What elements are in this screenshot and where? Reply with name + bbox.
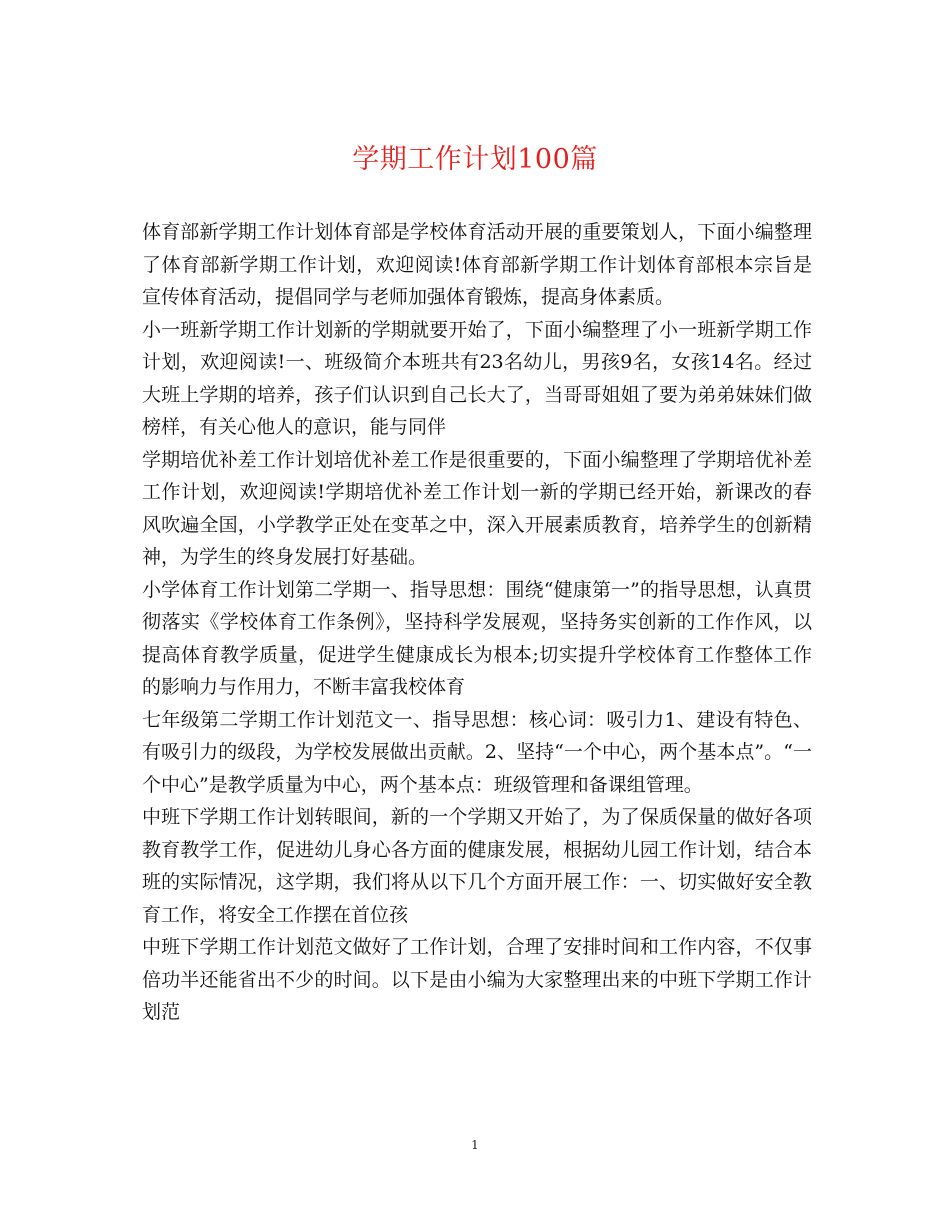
page-number: 1: [471, 1138, 479, 1152]
paragraph-4: 小学体育工作计划第二学期一、指导思想：围绕“健康第一”的指导思想，认真贯彻落实《学校体育工作条例》，坚持科学发展观，坚持务实创新的工作作风，以提高体育教学质量，促进学生健康成长为根本;切实提升学校体育工作整体工作的影响力与作用力，不断丰富我校体育: [142, 578, 812, 698]
paragraph-3: 学期培优补差工作计划培优补差工作是很重要的，下面小编整理了学期培优补差工作计划，欢迎阅读!学期培优补差工作计划一新的学期已经开始，新课改的春风吹遍全国，小学教学正处在变革之中，深入开展素质教育，培养学生的创新精神，为学生的终身发展打好基础。: [142, 448, 812, 568]
document-body: [142, 216, 812, 1029]
paragraph-6: 中班下学期工作计划转眼间，新的一个学期又开始了，为了保质保量的做好各项教育教学工作，促进幼儿身心各方面的健康发展，根据幼儿园工作计划，结合本班的实际情况，这学期，我们将从以下几个方面开展工作：一、切实做好安全教育工作，将安全工作摆在首位孩: [142, 806, 812, 926]
paragraph-5: 七年级第二学期工作计划范文一、指导思想：核心词：吸引力1、建设有特色、有吸引力的级段，为学校发展做出贡献。2、坚持“一个中心，两个基本点”。“一个中心”是教学质量为中心，两个基本点：班级管理和备课组管理。: [142, 708, 812, 796]
paragraph-7: 中班下学期工作计划范文做好了工作计划，合理了安排时间和工作内容，不仅事倍功半还能省出不少的时间。以下是由小编为大家整理出来的中班下学期工作计划范: [142, 936, 812, 1023]
document-title: 学期工作计划100篇: [352, 144, 598, 175]
paragraph-1: 体育部新学期工作计划体育部是学校体育活动开展的重要策划人，下面小编整理了体育部新学期工作计划，欢迎阅读!体育部新学期工作计划体育部根本宗旨是宣传体育活动，提倡同学与老师加强体育锻炼，提高身体素质。: [142, 221, 812, 308]
paragraph-2: 小一班新学期工作计划新的学期就要开始了，下面小编整理了小一班新学期工作计划，欢迎阅读!一、班级简介本班共有23名幼儿，男孩9名，女孩14名。经过大班上学期的培养，孩子们认识到自己长大了，当哥哥姐姐了要为弟弟妹妹们做榜样，有关心他人的意识，能与同伴: [142, 318, 812, 438]
